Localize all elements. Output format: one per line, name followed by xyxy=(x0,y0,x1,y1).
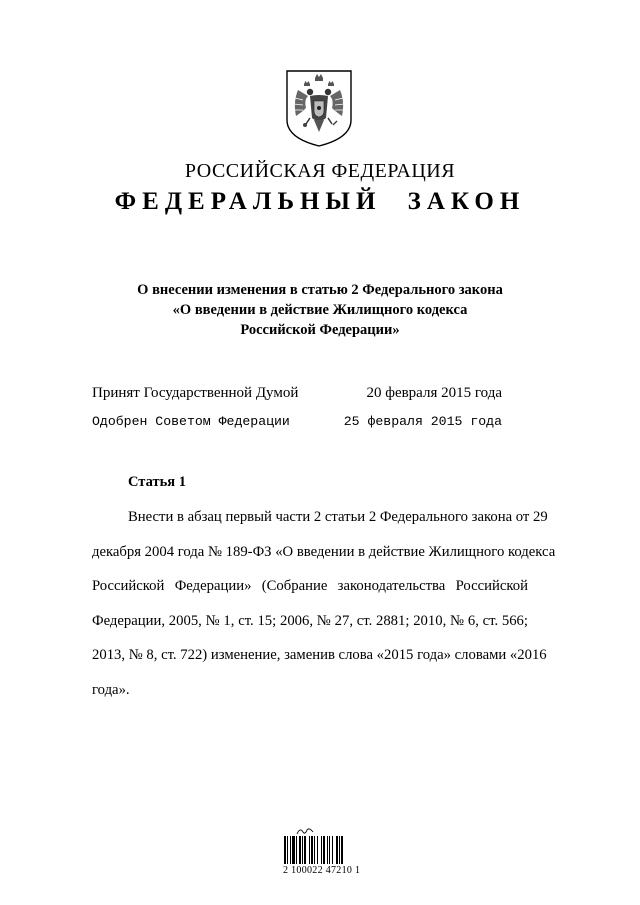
article-text xyxy=(92,500,556,707)
duma-label: Принят Государственной Думой xyxy=(92,385,299,401)
barcode-icon xyxy=(284,836,372,864)
law-title-line: Российской Федерации» xyxy=(240,322,400,338)
document-type: ФЕДЕРАЛЬНЫЙ ЗАКОН xyxy=(114,188,526,215)
council-label: Одобрен Советом Федерации xyxy=(92,414,290,429)
council-date: 25 февраля 2015 года xyxy=(343,414,502,429)
article-line: Российской Федерации» (Собрание законодательства Российской xyxy=(92,578,528,594)
country-name: РОССИЙСКАЯ ФЕДЕРАЦИЯ xyxy=(184,160,456,182)
law-title-line: «О введении в действие Жилищного кодекса xyxy=(172,302,468,318)
article-line: декабря 2004 года № 189-ФЗ «О введении в действие Жилищного кодекса xyxy=(92,543,556,560)
coat-of-arms-icon xyxy=(284,68,354,148)
article-heading: Статья 1 xyxy=(128,474,186,490)
article-line: 2013, № 8, ст. 722) изменение, заменив слова «2015 года» словами «2016 xyxy=(92,647,547,663)
duma-adoption-row xyxy=(92,385,502,402)
article-line: Федерации, 2005, № 1, ст. 15; 2006, № 27, ст. 2881; 2010, № 6, ст. 566; xyxy=(92,612,528,629)
law-title xyxy=(80,280,560,340)
law-title-line: О внесении изменения в статью 2 Федерального закона xyxy=(137,282,503,298)
council-approval-row xyxy=(92,414,502,429)
duma-date: 20 февраля 2015 года xyxy=(366,385,502,401)
article-line: года». xyxy=(92,681,130,698)
signature-mark-icon xyxy=(296,826,314,836)
article-line: Внести в абзац первый части 2 статьи 2 Федерального закона от 29 xyxy=(128,509,548,525)
barcode-number: 2 100022 47210 1 xyxy=(283,865,361,876)
